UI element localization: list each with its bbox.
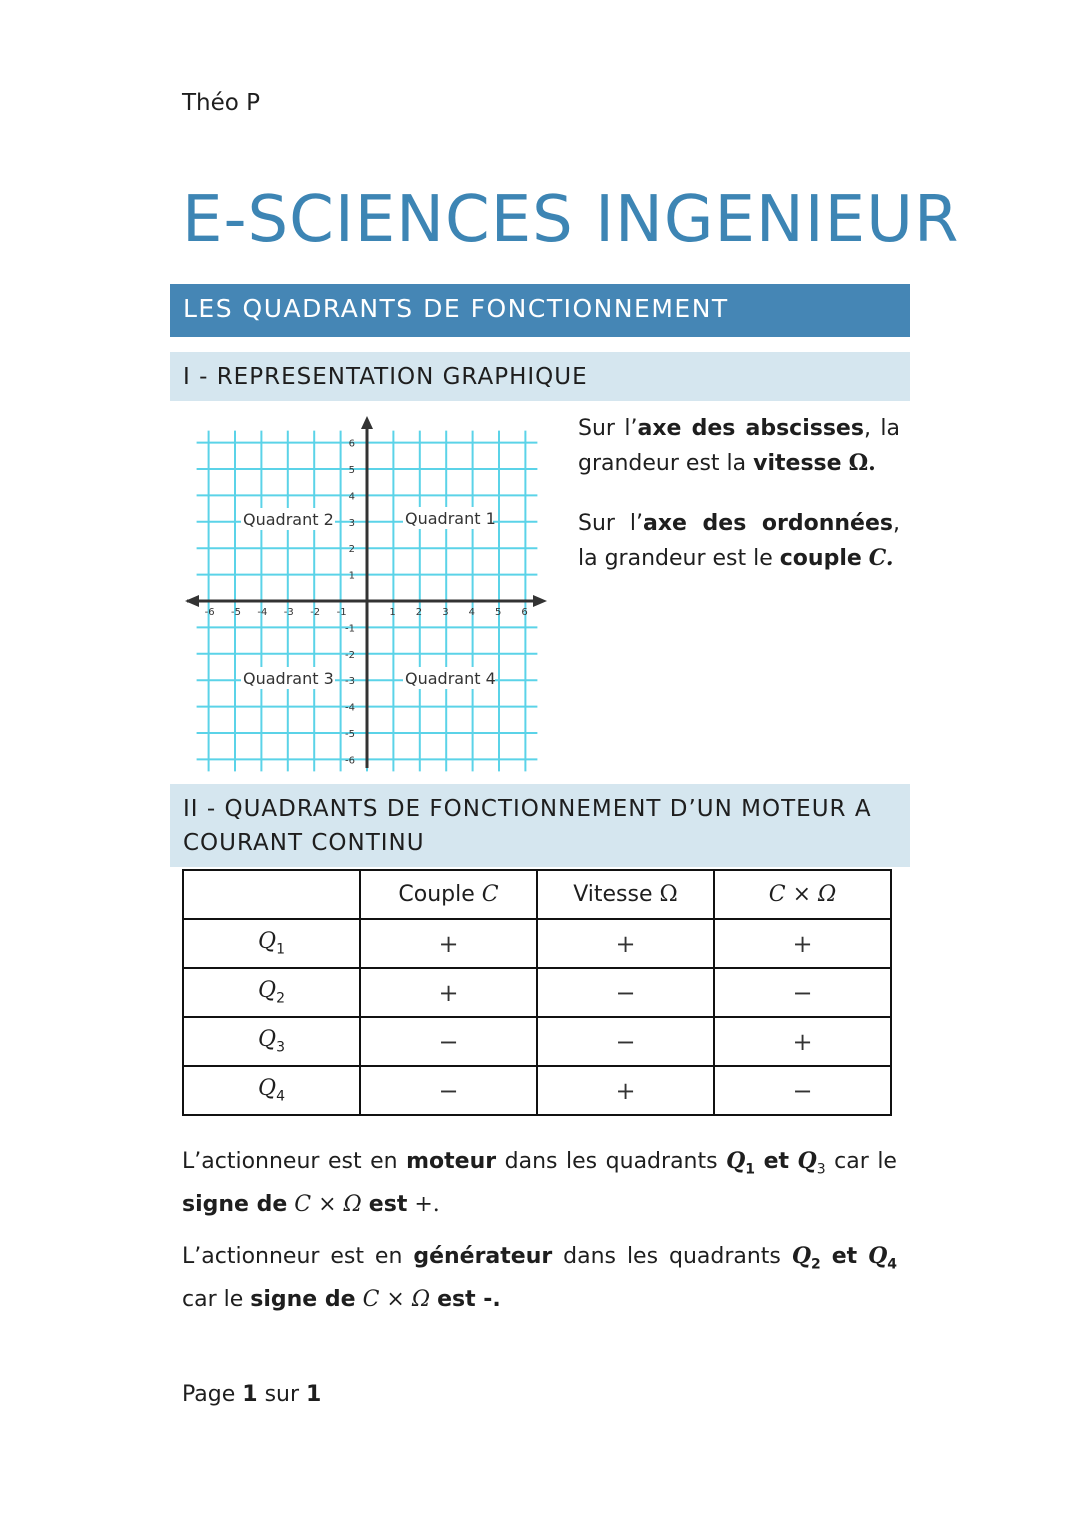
y-tick-label: 6 — [348, 438, 355, 450]
text: , la grandeur est la — [578, 416, 900, 476]
y-tick-label: -4 — [345, 702, 355, 714]
y-tick-label: -1 — [345, 623, 355, 635]
bold-text: et — [763, 1149, 790, 1174]
x-tick-label: -3 — [283, 607, 294, 618]
bold-text: vitesse — [753, 451, 842, 476]
table-cell: + — [360, 968, 537, 1017]
ordinate-paragraph — [578, 506, 900, 576]
text: , la grandeur est le — [578, 511, 900, 571]
table-row — [183, 1017, 891, 1066]
main-section-heading: LES QUADRANTS DE FONCTIONNEMENT — [170, 284, 910, 337]
bold-text: axe des ordonnées — [642, 511, 893, 536]
generator-conclusion — [182, 1239, 897, 1317]
table-cell: + — [537, 1066, 714, 1115]
y-tick-label: -6 — [345, 755, 355, 767]
subscript: 4 — [276, 1088, 285, 1105]
quadrant-symbol: Q — [791, 1243, 811, 1269]
table-row — [183, 1066, 891, 1115]
table-cell: − — [537, 1017, 714, 1066]
bold-text: signe de — [182, 1192, 288, 1218]
y-tick-label: 5 — [348, 465, 355, 476]
bold-text: moteur — [406, 1149, 497, 1174]
text: Sur l’ — [578, 416, 638, 441]
subscript: 2 — [276, 990, 285, 1007]
x-tick-label: 3 — [442, 607, 449, 618]
subscript: 1 — [745, 1161, 756, 1178]
bold-text: générateur — [413, 1244, 553, 1269]
x-tick-label: -2 — [310, 607, 321, 618]
table-cell: + — [714, 1017, 891, 1066]
quadrant-graph — [185, 412, 550, 772]
table-header-cell — [714, 870, 891, 919]
quadrant-symbol: Q — [868, 1243, 888, 1269]
document-title: E-SCIENCES INGENIEUR — [182, 183, 960, 257]
y-tick-label: 4 — [348, 491, 355, 503]
page-word: Page — [182, 1382, 236, 1407]
subscript: 2 — [811, 1256, 821, 1273]
subscript: 1 — [276, 941, 285, 958]
bold-text: est — [368, 1192, 408, 1218]
page-total: 1 — [306, 1382, 322, 1407]
abscissa-paragraph — [578, 411, 900, 481]
header-symbol: C — [481, 882, 499, 907]
table-cell: − — [714, 968, 891, 1017]
y-tick-label: 2 — [348, 544, 355, 556]
quadrant-symbol: Q — [726, 1148, 746, 1174]
quadrant-4-label: Quadrant 4 — [405, 669, 496, 688]
text: dans les quadrants — [552, 1244, 792, 1269]
sign: +. — [414, 1192, 440, 1218]
table-row — [183, 968, 891, 1017]
header-label: Vitesse — [573, 882, 653, 907]
table-cell: + — [537, 919, 714, 968]
quadrant-symbol: Q — [258, 929, 277, 955]
quadrant-symbol: Q — [258, 1027, 277, 1053]
table-cell — [183, 1066, 360, 1115]
x-tick-label: -6 — [204, 607, 215, 618]
omega-symbol: Ω. — [848, 450, 876, 476]
table-row — [183, 919, 891, 968]
section-2-heading: II - QUADRANTS DE FONCTIONNEMENT D’UN MOTEUR A COURANT CONTINU — [170, 784, 910, 867]
quadrant-symbol: Q — [258, 1076, 277, 1102]
y-tick-label: 3 — [348, 517, 355, 529]
x-tick-label: 1 — [389, 607, 396, 618]
table-cell — [183, 968, 360, 1017]
axes-description — [578, 411, 900, 601]
section-1-heading: I - REPRESENTATION GRAPHIQUE — [170, 352, 910, 401]
expression: C × Ω — [362, 1287, 431, 1313]
table-cell — [183, 919, 360, 968]
couple-symbol: C. — [868, 545, 894, 571]
page-number: 1 — [242, 1382, 258, 1407]
expression: C × Ω — [294, 1192, 362, 1218]
bold-text: couple — [779, 546, 862, 571]
table-header-row — [183, 870, 891, 919]
table-cell — [183, 1017, 360, 1066]
table-header-cell — [360, 870, 537, 919]
x-tick-label: -5 — [231, 607, 241, 618]
header-label: Couple — [398, 882, 475, 907]
text: L’actionneur est en — [182, 1244, 414, 1269]
table-cell: − — [714, 1066, 891, 1115]
x-tick-label: -1 — [336, 607, 347, 618]
text: Sur l’ — [578, 511, 643, 536]
y-tick-label: -5 — [345, 729, 355, 740]
of-word: sur — [264, 1382, 300, 1407]
motor-conclusion — [182, 1144, 897, 1222]
quadrant-symbol: Q — [258, 978, 277, 1004]
quadrant-2-label: Quadrant 2 — [243, 510, 334, 529]
x-tick-label: 5 — [495, 607, 502, 618]
quadrant-3-label: Quadrant 3 — [243, 669, 334, 688]
quadrants-table — [182, 869, 892, 1116]
bold-text: est -. — [437, 1287, 501, 1313]
table-cell: − — [360, 1017, 537, 1066]
text: car le — [825, 1149, 897, 1174]
table-header-cell — [537, 870, 714, 919]
quadrant-1-label: Quadrant 1 — [405, 509, 496, 528]
text: L’actionneur est en — [182, 1149, 407, 1174]
x-tick-label: 2 — [415, 607, 423, 618]
page-footer — [182, 1382, 321, 1407]
author-name: Théo P — [182, 90, 261, 116]
header-symbol: C × Ω — [768, 882, 837, 907]
y-tick-label: -2 — [345, 649, 355, 661]
quadrant-symbol: Q — [797, 1148, 817, 1174]
text: dans les quadrants — [496, 1149, 727, 1174]
header-symbol: Ω — [659, 882, 678, 907]
bold-text: signe de — [250, 1287, 356, 1313]
y-tick-label: 1 — [348, 570, 355, 582]
x-tick-label: -4 — [257, 607, 268, 618]
subscript: 3 — [816, 1161, 826, 1178]
table-cell: + — [714, 919, 891, 968]
subscript: 3 — [276, 1039, 285, 1056]
subscript: 4 — [887, 1256, 897, 1273]
x-tick-label: 6 — [521, 607, 528, 618]
table-cell: − — [537, 968, 714, 1017]
y-tick-label: -3 — [345, 676, 355, 688]
bold-text: axe des abscisses — [637, 416, 864, 441]
text: car le — [182, 1287, 251, 1313]
table-header-cell — [183, 870, 360, 919]
table-cell: + — [360, 919, 537, 968]
table-cell: − — [360, 1066, 537, 1115]
x-tick-label: 4 — [468, 607, 475, 618]
bold-text: et — [831, 1244, 858, 1269]
